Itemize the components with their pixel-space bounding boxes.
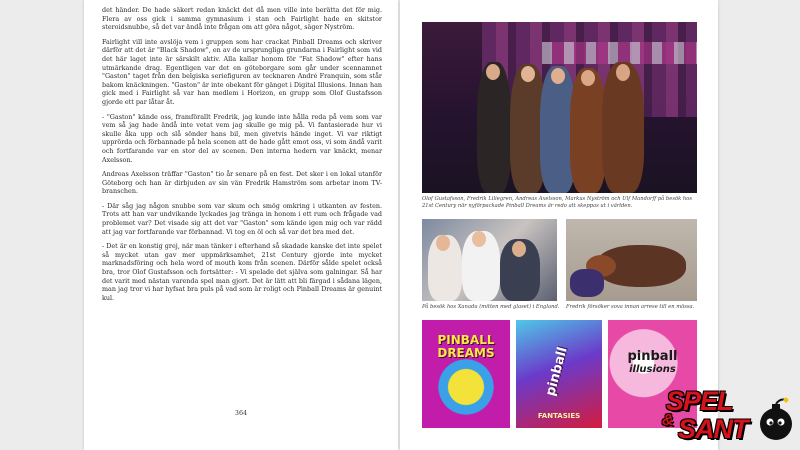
person-5: [602, 62, 644, 193]
pinball-fantasies-cover: [516, 320, 602, 428]
face-1: [486, 64, 500, 80]
right-page: [400, 0, 718, 450]
cover-title: pinball: [627, 349, 678, 364]
cover-subtitle: illusions: [629, 364, 676, 375]
face-3: [551, 68, 565, 84]
cover-title: PINBALL DREAMS: [437, 333, 495, 360]
logo-ampersand: &: [662, 412, 673, 429]
face: [436, 235, 450, 251]
logo-word-sant: SANT: [678, 414, 748, 444]
cover-subtitle: FANTASIES: [537, 412, 581, 420]
left-page: [84, 0, 398, 450]
bomb-icon: [756, 396, 796, 442]
pinball-dreams-cover: [422, 320, 510, 428]
face: [512, 241, 526, 257]
logo-word-spel: SPEL: [666, 386, 733, 416]
sleeping-photo: [566, 219, 697, 301]
face: [472, 231, 486, 247]
caption-xanadu-photo: På besök hos Xanadu (mitten med glaset) i England.: [422, 304, 560, 310]
xanadu-photo: [422, 219, 557, 301]
cover-title: pinball: [543, 345, 571, 398]
body-text: [102, 6, 382, 308]
caption-group-photo: Olof Gustafsson, Fredrik Liliegren, Andreas Axelsson, Markus Nyström och Ulf Mandorff på besök hos 21st Century när nyförpackade Pinball Dreams är redo att skeppas ut i världen.: [422, 196, 693, 209]
spel-och-sant-logo: [660, 386, 798, 448]
caption-sleeping-photo: Fredrik försöker sova innan arrese till en mässa.: [566, 304, 695, 310]
person-1: [477, 62, 511, 193]
person-4: [570, 68, 606, 193]
paragraph: det händer. De hade säkert redan knäckt det då men ville inte berätta det för mig. Flera av oss gick i samma gymnasium i stan och Fairlight hade en skitstor steroidsnubbe, så det var ändå inte frågan om att göra något, säger Nyström.: [102, 6, 382, 32]
paragraph: Fairlight vill inte avslöja vem i gruppen som har crackat Pinball Dreams och skriver därför att det är "Black Shadow", en av de ursprungliga grundarna i Fairlight som vid det här laget inte är särskilt aktiv. Alla kallar honom för "Fat Shadow" efter hans utmärkande drag. Egentligen var det en göteborgare som går under scennamnet "Gaston" taget från den belgiska seriefiguren av tecknaren André Franquin, som står bakom knäckningen. "Gaston" är inte obekant för gänget i Digital Illusions. Innan han gick med i Fairlight så var han medlem i Horizon, en grupp som Olof Gustafsson gjorde ett par låtar åt.: [102, 37, 382, 106]
paragraph: - Där såg jag någon snubbe som var skum och smög omkring i utkanten av festen. Trots att han var undvikande lyckades jag tränga in honom i ett rum och frågade vad problemet var? Det visade sig att det var "Gaston" som kände igen mig och var rädd att jag var fortfarande var förbannad. Vi tog en öl och så var det bra med det.: [102, 201, 382, 236]
shirt: [570, 269, 604, 297]
shelf-boxes-row: [542, 42, 697, 64]
page-number: 364: [234, 409, 248, 417]
face-4: [581, 70, 595, 86]
face-2: [521, 66, 535, 82]
paragraph: - "Gaston" kände oss, framförallt Fredrik, jag kunde inte hålla reda på vem som var vem så jag hade ändå inte vetat vem jag skulle ge mig på. Vi fantasierade hur vi skulle åka upp och slå sönder hans bil, men givetvis hände inget. Vi var riktigt upprörda och förbannade på hela scenen att de hade gått emot oss, vi som ändå varit och fortfarande var en stor del av scenen. Den interna hedern var knäckt, menar Axelsson.: [102, 112, 382, 164]
paragraph: Andreas Axelsson träffar "Gaston" tio år senare på en fest. Det sker i en lokal utanför Göteborg och han är dirbjuden av sin vän Fredrik Hamström som arbetar inom TV-branschen.: [102, 170, 382, 196]
paragraph: - Det är en konstig grej, när man tänker i efterhand så skadade kanske det inte spelet så mycket utan gav mer uppmärksamhet, 21st Century gjorde inte mycket marknadsföring och hela word of mouth kom från scenen. Därför sålde spelet också bra, tror Olof Gustafsson och fortsätter: - Vi spelade det själva som galningar. Så har det varit med nästan varenda spel man gjort. Det är lätt att bli färgad i sådana lägen, man jag tror vi har hyfsat bra puls på vad som är roligt och Pinball Dreams är genuint kul.: [102, 242, 382, 302]
group-photo: [422, 22, 697, 193]
face-5: [616, 64, 630, 81]
